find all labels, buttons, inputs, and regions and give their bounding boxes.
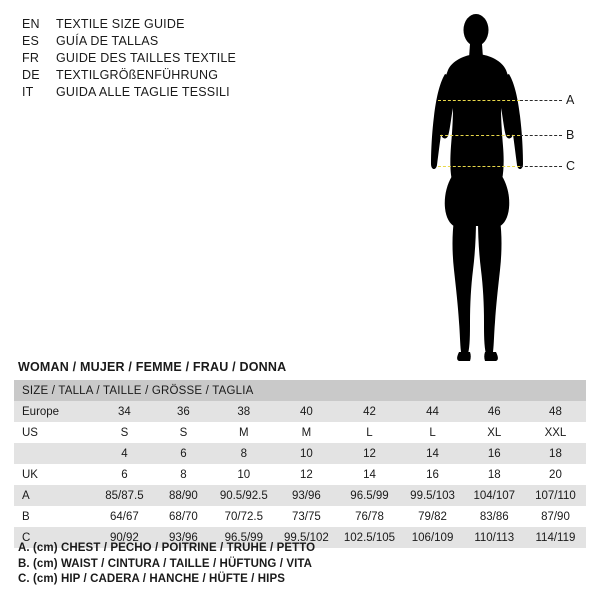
cell-a-5: 99.5/103 <box>401 485 463 506</box>
cell-b-6: 83/86 <box>464 506 525 527</box>
cell-usnum-3: 10 <box>275 443 337 464</box>
row-label-europe: Europe <box>14 401 94 422</box>
cell-europe-2: 38 <box>212 401 275 422</box>
language-text-it: GUIDA ALLE TAGLIE TESSILI <box>56 85 230 99</box>
cell-b-3: 73/75 <box>275 506 337 527</box>
cell-c-5: 106/109 <box>401 527 463 548</box>
cell-us-0: S <box>94 422 154 443</box>
table-row-us-numeric <box>14 443 586 464</box>
size-table <box>14 380 586 548</box>
cell-us-5: L <box>401 422 463 443</box>
language-code-en: EN <box>22 17 40 31</box>
measure-label-b: B <box>566 128 575 142</box>
language-text-fr: GUIDE DES TAILLES TEXTILE <box>56 51 237 65</box>
table-row-a <box>14 485 586 506</box>
table-header-row <box>14 380 586 401</box>
measure-label-a: A <box>566 93 575 107</box>
cell-uk-1: 8 <box>155 464 213 485</box>
footnote-c: C. (cm) HIP / CADERA / HANCHE / HÜFTE / HIPS <box>18 573 286 585</box>
cell-c-7: 114/119 <box>525 527 586 548</box>
cell-a-0: 85/87.5 <box>94 485 154 506</box>
cell-us-2: M <box>212 422 275 443</box>
language-text-en: TEXTILE SIZE GUIDE <box>56 17 185 31</box>
language-header-block <box>22 16 352 101</box>
measure-label-c: C <box>566 159 576 173</box>
language-code-es: ES <box>22 34 40 48</box>
row-label-a: A <box>14 485 94 506</box>
cell-europe-4: 42 <box>338 401 402 422</box>
language-code-fr: FR <box>22 51 40 65</box>
row-label-c: C <box>14 527 94 548</box>
cell-uk-6: 18 <box>464 464 525 485</box>
cell-b-5: 79/82 <box>401 506 463 527</box>
measure-line-waist <box>440 135 520 136</box>
cell-uk-7: 20 <box>525 464 586 485</box>
cell-c-4: 102.5/105 <box>338 527 402 548</box>
cell-usnum-5: 14 <box>401 443 463 464</box>
cell-usnum-1: 6 <box>155 443 213 464</box>
cell-uk-4: 14 <box>338 464 402 485</box>
language-row-es <box>22 33 352 50</box>
cell-europe-3: 40 <box>275 401 337 422</box>
cell-c-6: 110/113 <box>464 527 525 548</box>
table-header-label: SIZE / TALLA / TAILLE / GRÖSSE / TAGLIA <box>14 380 586 401</box>
footnote-b: B. (cm) WAIST / CINTURA / TAILLE / HÜFTUNG / VITA <box>18 557 313 570</box>
language-row-de <box>22 67 352 84</box>
language-row-en <box>22 16 352 33</box>
cell-europe-6: 46 <box>464 401 525 422</box>
section-title-woman: WOMAN / MUJER / FEMME / FRAU / DONNA <box>18 360 287 374</box>
body-figure <box>390 8 590 368</box>
cell-us-3: M <box>275 422 337 443</box>
cell-c-3: 99.5/102 <box>275 527 337 548</box>
cell-a-4: 96.5/99 <box>338 485 402 506</box>
row-label-us: US <box>14 422 94 443</box>
cell-b-7: 87/90 <box>525 506 586 527</box>
measure-leader-waist <box>520 135 562 136</box>
cell-uk-3: 12 <box>275 464 337 485</box>
footnotes-block <box>18 541 578 588</box>
language-code-de: DE <box>22 68 40 82</box>
cell-us-7: XXL <box>525 422 586 443</box>
cell-uk-2: 10 <box>212 464 275 485</box>
cell-b-1: 68/70 <box>155 506 213 527</box>
measure-leader-hip <box>520 166 562 167</box>
cell-europe-0: 34 <box>94 401 154 422</box>
cell-a-7: 107/110 <box>525 485 586 506</box>
language-code-it: IT <box>22 85 34 99</box>
language-text-es: GUÍA DE TALLAS <box>56 34 159 48</box>
female-silhouette-icon <box>390 8 590 368</box>
measure-line-chest <box>438 100 520 101</box>
row-label-us-numeric <box>14 443 94 464</box>
cell-b-4: 76/78 <box>338 506 402 527</box>
cell-usnum-0: 4 <box>94 443 154 464</box>
language-text-de: TEXTILGRÖßENFÜHRUNG <box>56 68 219 82</box>
cell-a-2: 90.5/92.5 <box>212 485 275 506</box>
row-label-b: B <box>14 506 94 527</box>
cell-c-2: 96.5/99 <box>212 527 275 548</box>
table-row-europe <box>14 401 586 422</box>
measure-line-hip <box>438 166 520 167</box>
cell-usnum-7: 18 <box>525 443 586 464</box>
cell-usnum-4: 12 <box>338 443 402 464</box>
cell-europe-1: 36 <box>155 401 213 422</box>
cell-us-1: S <box>155 422 213 443</box>
cell-a-1: 88/90 <box>155 485 213 506</box>
row-label-uk: UK <box>14 464 94 485</box>
cell-europe-7: 48 <box>525 401 586 422</box>
table-row-us <box>14 422 586 443</box>
cell-a-3: 93/96 <box>275 485 337 506</box>
cell-b-2: 70/72.5 <box>212 506 275 527</box>
cell-uk-0: 6 <box>94 464 154 485</box>
cell-c-0: 90/92 <box>94 527 154 548</box>
cell-us-6: XL <box>464 422 525 443</box>
language-row-fr <box>22 50 352 67</box>
cell-a-6: 104/107 <box>464 485 525 506</box>
cell-uk-5: 16 <box>401 464 463 485</box>
language-row-it <box>22 84 352 101</box>
cell-europe-5: 44 <box>401 401 463 422</box>
cell-usnum-2: 8 <box>212 443 275 464</box>
measure-leader-chest <box>520 100 562 101</box>
table-row-b <box>14 506 586 527</box>
cell-c-1: 93/96 <box>155 527 213 548</box>
cell-usnum-6: 16 <box>464 443 525 464</box>
cell-b-0: 64/67 <box>94 506 154 527</box>
table-row-uk <box>14 464 586 485</box>
cell-us-4: L <box>338 422 402 443</box>
footnote-a: A. (cm) CHEST / PECHO / POITRINE / TRUHE / PETTO <box>18 542 316 554</box>
